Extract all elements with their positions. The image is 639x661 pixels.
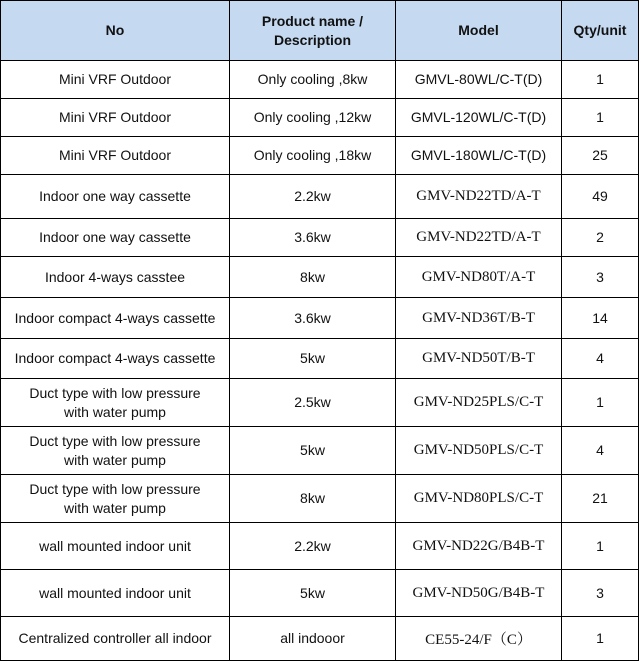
header-row [1, 1, 639, 61]
table-row [1, 475, 639, 523]
cell-qty: 4 [562, 339, 639, 379]
cell-name: Mini VRF Outdoor [1, 61, 230, 99]
cell-name-text: Duct type with low pressure with water pump [29, 432, 201, 468]
cell-qty: 1 [562, 617, 639, 661]
cell-desc: 2.2kw [230, 175, 396, 219]
cell-desc: 5kw [230, 427, 396, 475]
table-row [1, 219, 639, 257]
cell-model: GMVL-120WL/C-T(D) [396, 99, 562, 137]
cell-qty: 1 [562, 379, 639, 427]
cell-name [1, 427, 230, 475]
cell-name: Centralized controller all indoor [1, 617, 230, 661]
cell-desc: Only cooling ,18kw [230, 137, 396, 175]
cell-model: GMV-ND22TD/A-T [396, 175, 562, 219]
cell-desc: 2.5kw [230, 379, 396, 427]
header-model: Model [396, 1, 562, 61]
table-row [1, 379, 639, 427]
cell-qty: 21 [562, 475, 639, 523]
table-row [1, 570, 639, 617]
cell-name: Mini VRF Outdoor [1, 99, 230, 137]
cell-model: GMV-ND22TD/A-T [396, 219, 562, 257]
cell-name-text: Duct type with low pressure with water pump [29, 384, 201, 420]
cell-name [1, 379, 230, 427]
cell-model: CE55-24/F（C） [396, 617, 562, 661]
cell-desc: all indooor [230, 617, 396, 661]
cell-qty: 4 [562, 427, 639, 475]
header-product-label: Product name / Description [261, 12, 364, 48]
cell-desc: 8kw [230, 475, 396, 523]
cell-qty: 1 [562, 61, 639, 99]
cell-desc: 5kw [230, 570, 396, 617]
cell-model: GMV-ND80T/A-T [396, 257, 562, 298]
cell-name: wall mounted indoor unit [1, 523, 230, 570]
cell-qty: 3 [562, 570, 639, 617]
header-product [230, 1, 396, 61]
cell-name: Indoor compact 4-ways cassette [1, 298, 230, 339]
cell-model: GMV-ND80PLS/C-T [396, 475, 562, 523]
cell-desc: 3.6kw [230, 298, 396, 339]
cell-desc: 5kw [230, 339, 396, 379]
header-qty: Qty/unit [562, 1, 639, 61]
cell-desc: 2.2kw [230, 523, 396, 570]
cell-model: GMVL-180WL/C-T(D) [396, 137, 562, 175]
table-row [1, 257, 639, 298]
table-row [1, 99, 639, 137]
table-row [1, 427, 639, 475]
cell-desc: 3.6kw [230, 219, 396, 257]
cell-desc: Only cooling ,8kw [230, 61, 396, 99]
table-row [1, 137, 639, 175]
cell-desc: Only cooling ,12kw [230, 99, 396, 137]
cell-qty: 1 [562, 99, 639, 137]
cell-model: GMV-ND50PLS/C-T [396, 427, 562, 475]
header-no: No [1, 1, 230, 61]
cell-desc: 8kw [230, 257, 396, 298]
cell-name: Mini VRF Outdoor [1, 137, 230, 175]
cell-qty: 2 [562, 219, 639, 257]
cell-model: GMVL-80WL/C-T(D) [396, 61, 562, 99]
table-row [1, 175, 639, 219]
cell-qty: 14 [562, 298, 639, 339]
cell-model: GMV-ND50G/B4B-T [396, 570, 562, 617]
cell-qty: 1 [562, 523, 639, 570]
cell-name: Indoor 4-ways casstee [1, 257, 230, 298]
table-row [1, 298, 639, 339]
table-row [1, 617, 639, 661]
cell-qty: 49 [562, 175, 639, 219]
cell-model: GMV-ND50T/B-T [396, 339, 562, 379]
cell-name: Indoor one way cassette [1, 175, 230, 219]
cell-name: wall mounted indoor unit [1, 570, 230, 617]
table-row [1, 339, 639, 379]
cell-qty: 3 [562, 257, 639, 298]
cell-name-text: Duct type with low pressure with water pump [29, 480, 201, 516]
cell-model: GMV-ND25PLS/C-T [396, 379, 562, 427]
cell-model: GMV-ND22G/B4B-T [396, 523, 562, 570]
table-row [1, 523, 639, 570]
cell-name: Indoor compact 4-ways cassette [1, 339, 230, 379]
table-row [1, 61, 639, 99]
cell-qty: 25 [562, 137, 639, 175]
cell-model: GMV-ND36T/B-T [396, 298, 562, 339]
cell-name [1, 475, 230, 523]
cell-name: Indoor one way cassette [1, 219, 230, 257]
